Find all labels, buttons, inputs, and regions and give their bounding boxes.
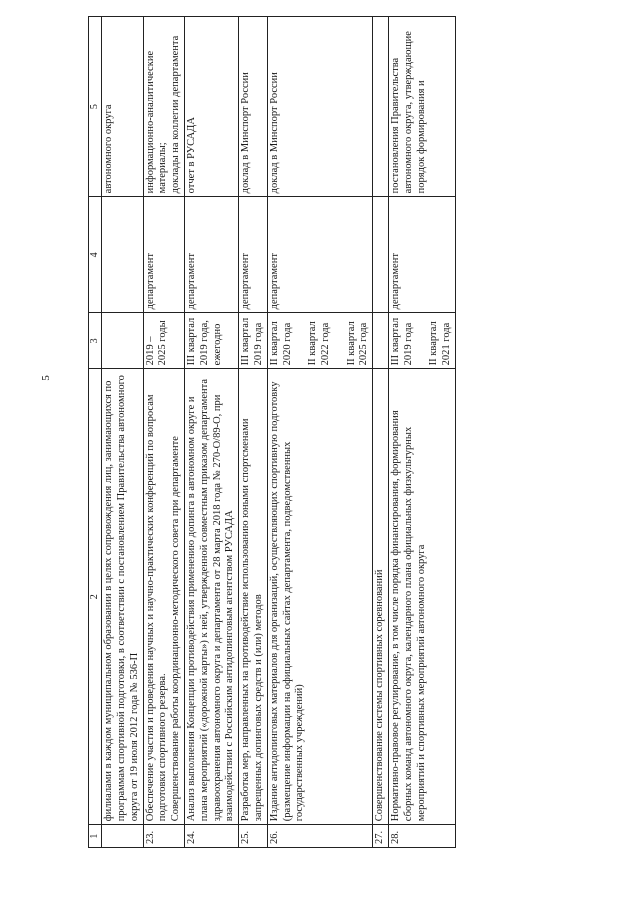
table-row: [184, 17, 238, 848]
row-text: Совершенствование системы спортивных соревнований: [373, 369, 389, 825]
row-text: Разработка мер, направленных на противодействие использованию юными спортсменами запрещенных допинговых средств и (или) методов: [239, 369, 268, 825]
plan-table: [88, 16, 456, 848]
row-executor: департамент: [143, 197, 184, 313]
row-result: отчет в РУСАДА: [184, 17, 238, 197]
row-executor: департамент: [267, 197, 372, 313]
row-executor: департамент: [388, 197, 455, 313]
row-number: 25.: [239, 825, 268, 848]
row-result: постановления Правительства автономного округа, утверждающие порядок формирования и: [388, 17, 455, 197]
row-result: информационно-аналитические материалы; доклады на коллегии департамента: [143, 17, 184, 197]
row-term: III квартал 2019 года II квартал 2021 года: [388, 313, 455, 369]
row-executor: [373, 197, 389, 313]
table-section-row: [373, 17, 389, 848]
table-row: [388, 17, 455, 848]
row-number: [102, 825, 143, 848]
table-row: [102, 17, 143, 848]
row-number: 23.: [143, 825, 184, 848]
row-number: 28.: [388, 825, 455, 848]
row-result: доклад в Минспорт России: [267, 17, 372, 197]
table-row: [143, 17, 184, 848]
table-row: [267, 17, 372, 848]
page-number: 5: [39, 375, 52, 381]
table-header-row: [89, 17, 102, 848]
header-cell: 3: [89, 313, 102, 369]
row-text: Издание антидопинговых материалов для организаций, осуществляющих спортивную подготовку (размещение информации на официальных сайтах департамента, подведомственных государственных учреждений): [267, 369, 372, 825]
header-cell: 2: [89, 369, 102, 825]
row-term: [373, 313, 389, 369]
row-term: [102, 313, 143, 369]
row-number: 26.: [267, 825, 372, 848]
row-text: Нормативно-правовое регулирование, в том числе порядка финансирования, формирования сборных команд автономного округа, календарного плана официальных физкультурных мероприятий и спортивных мероприятий автономного округа: [388, 369, 455, 825]
row-term: II квартал 2020 года II квартал 2022 года II квартал 2025 года: [267, 313, 372, 369]
row-term: 2019 – 2025 годы: [143, 313, 184, 369]
row-result: автономного округа: [102, 17, 143, 197]
row-result: доклад в Минспорт России: [239, 17, 268, 197]
row-number: 27.: [373, 825, 389, 848]
row-term: III квартал 2019 года, ежегодно: [184, 313, 238, 369]
row-executor: [102, 197, 143, 313]
table-row: [239, 17, 268, 848]
header-cell: 5: [89, 17, 102, 197]
row-term: III квартал 2019 года: [239, 313, 268, 369]
rotated-page: [88, 16, 562, 848]
header-cell: 4: [89, 197, 102, 313]
row-text: Анализ выполнения Концепции противодействия применению допинга в автономном округе и плана мероприятий («дорожной карты») к ней, утвержденной совместным приказом департамента здравоохранения автономного округа и департамента от 28 марта 2018 года № 270-О/89-О, при взаимодействии с Российским антидопинговым агентством РУСАДА: [184, 369, 238, 825]
row-text: Обеспечение участия и проведения научных и научно-практических конференций по вопросам подготовки спортивного резерва. Совершенствование работы координационно-методического совета при департаменте: [143, 369, 184, 825]
row-executor: департамент: [184, 197, 238, 313]
row-result: [373, 17, 389, 197]
row-number: 24.: [184, 825, 238, 848]
row-executor: департамент: [239, 197, 268, 313]
row-text: филиалами в каждом муниципальном образовании в целях сопровождения лиц, занимающихся по программам спортивной подготовки, в соответствии с постановлением Правительства автономного округа от 19 июля 2012 года № 536-П: [102, 369, 143, 825]
header-cell: 1: [89, 825, 102, 848]
